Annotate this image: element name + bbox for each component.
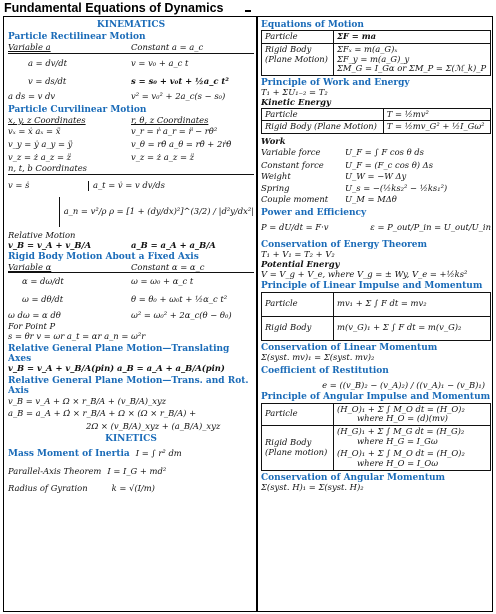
ke-heading: Kinetic Energy bbox=[261, 96, 331, 107]
efficiency-eq: ε = P_out/P_in = U_out/U_in bbox=[370, 222, 491, 233]
plim-particle-eq: mv₁ + Σ ∫ F dt = mv₂ bbox=[334, 292, 491, 316]
eom-heading: Equations of Motion bbox=[261, 20, 364, 30]
rbfa-eq-wdw-const: ω² = ω₀² + 2α_c(θ − θ₀) bbox=[131, 309, 232, 320]
rgp-rotating-eq1: v_B = v_A + Ω × r_B/A + (v_B/A)_xyz bbox=[8, 395, 167, 406]
rgp-rotating-eq2: a_B = a_A + Ω̇ × r_B/A + Ω × (Ω × r_B/A) + bbox=[8, 408, 197, 419]
xyz-header: x, y, z Coordinates bbox=[8, 114, 86, 125]
rbfa-heading: Rigid Body Motion About a Fixed Axis bbox=[8, 252, 199, 263]
relative-velocity: v_B = v_A + v_B/A bbox=[8, 239, 92, 250]
cam-eq: Σ(syst. H)₁ = Σ(syst. H)₂ bbox=[261, 481, 364, 492]
plim-rb-eq: m(v_G)₁ + Σ ∫ F dt = m(v_G)₂ bbox=[334, 316, 491, 340]
work-heading: Work bbox=[261, 135, 286, 146]
cee-heading: Conservation of Energy Theorem bbox=[261, 239, 428, 250]
cor-heading: Coefficient of Restitution bbox=[261, 366, 389, 377]
rog-eq: k = √(I/m) bbox=[111, 483, 155, 494]
point-p-equations: s = θr v = ωr a_t = αr a_n = ω²r bbox=[8, 330, 146, 341]
eom-particle-label: Particle bbox=[262, 31, 334, 44]
rbfa-eq-alpha: α = dω/dt bbox=[22, 276, 64, 287]
paim-particle-label: Particle bbox=[262, 403, 334, 425]
rog-label: Radius of Gyration bbox=[8, 483, 88, 494]
ke-rb-label: Rigid Body (Plane Motion) bbox=[262, 121, 384, 134]
mmi-heading: Mass Moment of Inertia bbox=[8, 448, 130, 459]
kinematics-heading: KINEMATICS bbox=[96, 20, 166, 30]
point-p-label: For Point P bbox=[8, 321, 56, 332]
ntb-v: v = ṡ bbox=[8, 180, 30, 191]
prm-eq-a: a = dv/dt bbox=[28, 57, 67, 68]
prm-eq-ads: a ds = v dv bbox=[8, 91, 56, 102]
pwe-eq: T₁ + ΣU₁₋₂ = T₂ bbox=[261, 87, 328, 98]
paim-particle-eq: (H_O)₁ + Σ ∫ M_O dt = (H_O)₂ bbox=[337, 403, 465, 414]
clm-eq: Σ(syst. mv)₁ = Σ(syst. mv)₂ bbox=[261, 351, 375, 362]
plim-rb-label: Rigid Body bbox=[262, 316, 334, 340]
relative-acceleration: a_B = a_A + a_B/A bbox=[131, 239, 216, 250]
pe-heading: Power and Efficiency bbox=[261, 207, 367, 218]
column-divider bbox=[256, 17, 258, 611]
plim-heading: Principle of Linear Impulse and Momentum bbox=[261, 281, 483, 292]
ke-particle-eq: T = ½mv² bbox=[383, 108, 490, 121]
eom-rb-label-1: Rigid Body bbox=[265, 44, 312, 54]
pcm-row3-rtz: v_z = ż a_z = z̈ bbox=[131, 152, 195, 163]
kinetics-heading: KINETICS bbox=[105, 433, 157, 444]
pwe-heading: Principle of Work and Energy bbox=[261, 77, 410, 88]
work-eq-0: U_F = ∫ F cos θ ds bbox=[345, 147, 424, 158]
rbfa-constant-header: Constant α = α_c bbox=[131, 261, 205, 272]
paim-table bbox=[261, 403, 491, 471]
paim-rb-where2: where H_O = I_Oω bbox=[357, 457, 439, 468]
paim-particle-where: where H_O = (d)(mv) bbox=[357, 413, 448, 424]
prm-eq-a-const: v = v₀ + a_c t bbox=[131, 57, 189, 68]
work-eq-2: U_W = −W Δy bbox=[345, 171, 407, 182]
work-label-0: Variable force bbox=[261, 147, 321, 158]
rgp-rotating-eq3: 2Ω × (v_B/A)_xyz + (a_B/A)_xyz bbox=[86, 420, 221, 431]
paim-rb-label-1: Rigid Body bbox=[265, 437, 312, 448]
eom-table bbox=[261, 30, 491, 76]
potential-heading: Potential Energy bbox=[261, 258, 340, 269]
right-column bbox=[261, 18, 491, 493]
pcm-heading: Particle Curvilinear Motion bbox=[8, 105, 147, 116]
work-label-4: Couple moment bbox=[261, 194, 329, 205]
pcm-row3-xyz: v_z = ż a_z = z̈ bbox=[8, 152, 72, 163]
plim-table bbox=[261, 292, 491, 341]
ntb-header: n, t, b Coordinates bbox=[8, 164, 254, 175]
power-eq: P = dU/dt = F·v bbox=[261, 222, 329, 233]
work-eq-1: U_F = (F_c cos θ) Δs bbox=[345, 159, 434, 170]
pcm-row2-xyz: v_y = ẏ a_y = ÿ bbox=[8, 139, 73, 150]
paim-rb-eq1: (H_G)₁ + Σ ∫ M_G dt = (H_G)₂ bbox=[337, 425, 465, 436]
page-title: Fundamental Equations of Dynamics bbox=[4, 1, 224, 15]
left-column bbox=[8, 18, 254, 498]
paim-rb-label-2: (Plane motion) bbox=[265, 446, 328, 457]
prm-heading: Particle Rectilinear Motion bbox=[8, 32, 146, 43]
rgp-rotating-heading: Relative General Plane Motion—Trans. and Rot. Axis bbox=[8, 375, 249, 397]
rgp-translating-eq: v_B = v_A + v_B/A(pin) a_B = a_A + a_B/A(pin) bbox=[8, 363, 225, 374]
eom-rb-label-2: (Plane Motion) bbox=[265, 53, 328, 64]
work-eq-3: U_s = −(½ks₂² − ½ks₁²) bbox=[345, 182, 448, 193]
paim-rb-where1: where H_G = I_Gω bbox=[357, 435, 438, 446]
paim-heading: Principle of Angular Impulse and Momentum bbox=[261, 392, 491, 403]
pat-eq: I = I_G + md² bbox=[107, 466, 167, 477]
clm-heading: Conservation of Linear Momentum bbox=[261, 342, 438, 353]
work-label-3: Spring bbox=[261, 182, 290, 193]
prm-constant-header: Constant a = a_c bbox=[131, 41, 204, 52]
pcm-row2-rtz: v_θ = rθ̇ a_θ = rθ̈ + 2ṙθ̇ bbox=[131, 139, 232, 150]
mmi-eq: I = ∫ r² dm bbox=[135, 448, 182, 459]
rbfa-eq-omega: ω = dθ/dt bbox=[22, 294, 64, 305]
rbfa-eq-alpha-const: ω = ω₀ + α_c t bbox=[131, 276, 194, 287]
rbfa-eq-wdw: ω dω = α dθ bbox=[8, 309, 61, 320]
cee-eq: T₁ + V₁ = T₂ + V₂ bbox=[261, 249, 335, 260]
ntb-an: a_n = v²/ρ ρ = [1 + (dy/dx)²]^(3/2) / |d²y/dx²| bbox=[59, 197, 254, 227]
pcm-row1-rtz: v_r = ṙ a_r = r̈ − rθ̇² bbox=[131, 126, 218, 137]
ntb-at: a_t = v̇ = v dv/ds bbox=[88, 181, 165, 191]
cam-heading: Conservation of Angular Momentum bbox=[261, 472, 446, 483]
prm-eq-ads-const: v² = v₀² + 2a_c(s − s₀) bbox=[131, 91, 226, 102]
ke-particle-label: Particle bbox=[262, 108, 384, 121]
work-label-2: Weight bbox=[261, 171, 291, 182]
rbfa-variable-header: Variable α bbox=[8, 261, 52, 272]
work-eq-4: U_M = MΔθ bbox=[345, 194, 397, 205]
pcm-row1-xyz: vₓ = ẋ aₓ = ẍ bbox=[8, 126, 61, 137]
paim-rb-eq2: (H_O)₁ + Σ ∫ M_O dt = (H_O)₂ bbox=[337, 448, 465, 459]
eom-rb-eq2: ΣF_y = m(a_G)_y bbox=[337, 53, 410, 64]
rbfa-eq-omega-const: θ = θ₀ + ω₀t + ½α_c t² bbox=[131, 294, 228, 305]
plim-particle-label: Particle bbox=[262, 292, 334, 316]
equation-sheet bbox=[3, 16, 493, 612]
eom-rb-eq3: ΣM_G = I_Gα or ΣM_P = Σ(ℳ_k)_P bbox=[337, 63, 487, 74]
rtz-header: r, θ, z Coordinates bbox=[131, 114, 209, 125]
prm-eq-v: v = ds/dt bbox=[28, 75, 67, 86]
prm-eq-v-const: s = s₀ + v₀t + ½a_c t² bbox=[131, 75, 229, 86]
rgp-translating-heading: Relative General Plane Motion—Translating Axes bbox=[8, 343, 230, 364]
ke-table bbox=[261, 108, 491, 134]
title-rule bbox=[245, 10, 251, 12]
prm-variable-header: Variable a bbox=[8, 41, 51, 52]
eom-rb-eq1: ΣFₓ = m(a_G)ₓ bbox=[337, 44, 398, 54]
pat-label: Parallel-Axis Theorem bbox=[8, 466, 102, 477]
ke-rb-eq: T = ½mv_G² + ½I_Gω² bbox=[383, 121, 490, 134]
eom-particle-eq: ΣF = ma bbox=[334, 31, 491, 44]
relative-motion-label: Relative Motion bbox=[8, 230, 76, 240]
cor-eq: e = ((v_B)₂ − (v_A)₂) / ((v_A)₁ − (v_B)₁) bbox=[322, 379, 485, 390]
work-label-1: Constant force bbox=[261, 159, 324, 170]
potential-eq: V = V_g + V_e, where V_g = ± Wy, V_e = +½ks² bbox=[261, 268, 468, 279]
